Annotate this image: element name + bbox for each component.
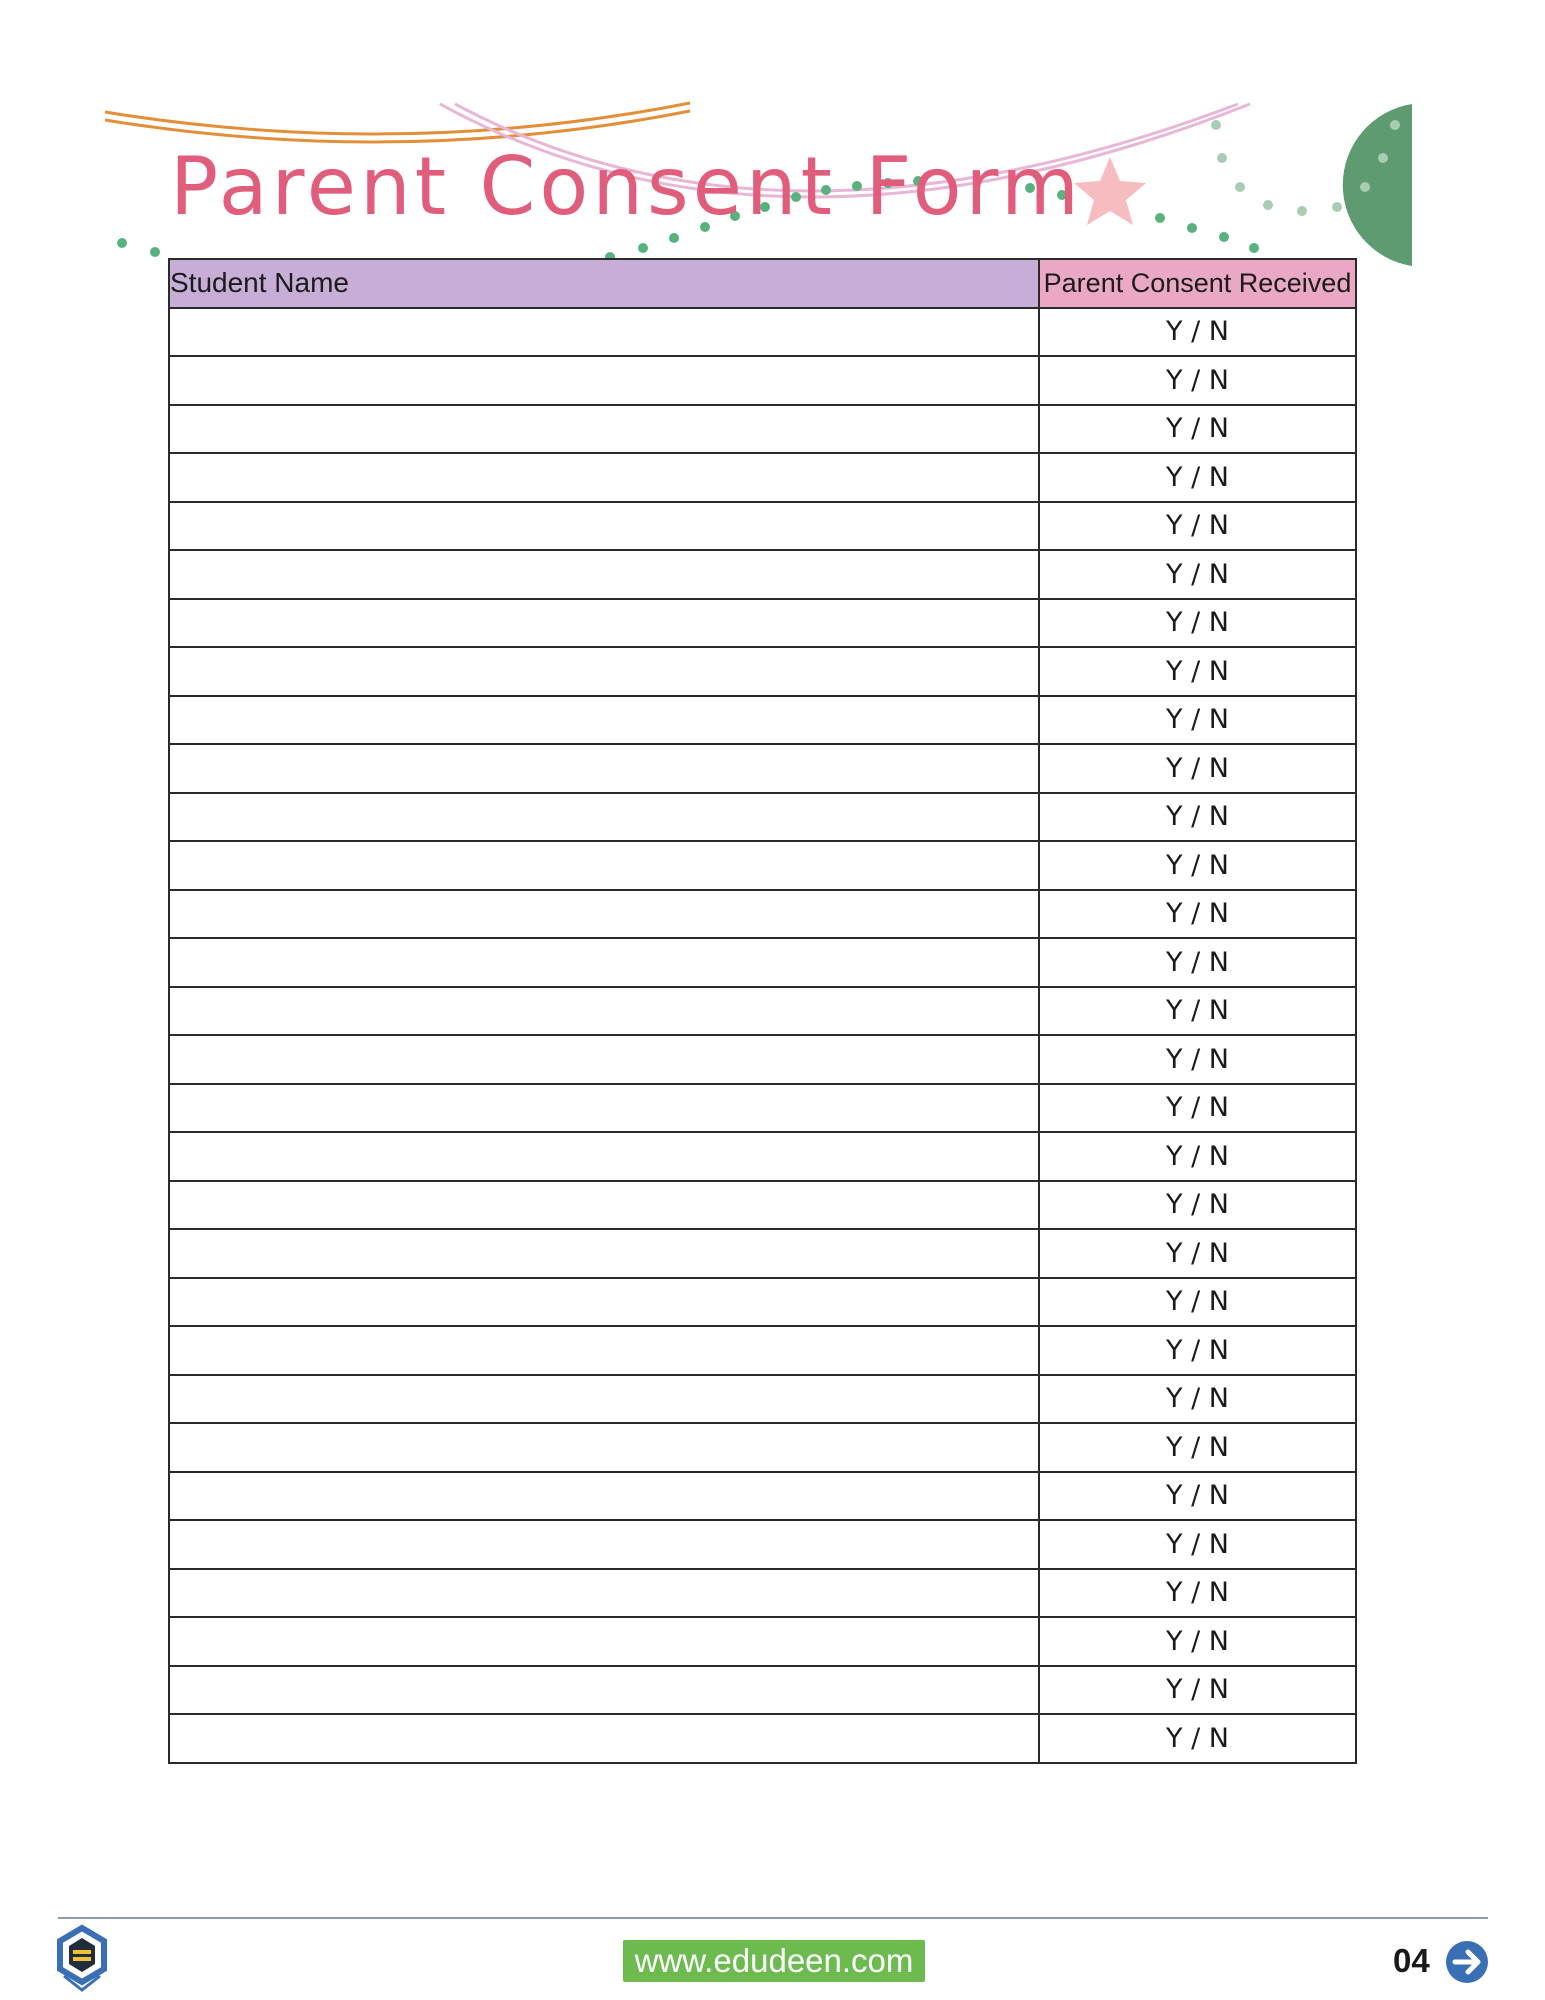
student-name-cell[interactable]: [169, 1714, 1039, 1763]
student-name-cell[interactable]: [169, 405, 1039, 454]
student-name-cell[interactable]: [169, 1472, 1039, 1521]
table-row: [169, 550, 1356, 599]
consent-cell[interactable]: Y / N: [1039, 1617, 1356, 1666]
table-row: [169, 1520, 1356, 1569]
consent-cell[interactable]: Y / N: [1039, 1569, 1356, 1618]
consent-cell[interactable]: Y / N: [1039, 405, 1356, 454]
student-name-cell[interactable]: [169, 453, 1039, 502]
consent-cell[interactable]: Y / N: [1039, 599, 1356, 648]
student-name-cell[interactable]: [169, 1084, 1039, 1133]
student-name-cell[interactable]: [169, 1278, 1039, 1327]
consent-cell[interactable]: Y / N: [1039, 308, 1356, 357]
student-name-cell[interactable]: [169, 550, 1039, 599]
website-link[interactable]: www.edudeen.com: [623, 1940, 925, 1982]
table-header-row: [169, 259, 1356, 308]
student-name-cell[interactable]: [169, 1423, 1039, 1472]
consent-cell[interactable]: Y / N: [1039, 1666, 1356, 1715]
student-name-cell[interactable]: [169, 1569, 1039, 1618]
student-name-cell[interactable]: [169, 1666, 1039, 1715]
consent-cell[interactable]: Y / N: [1039, 647, 1356, 696]
consent-cell[interactable]: Y / N: [1039, 550, 1356, 599]
consent-cell[interactable]: Y / N: [1039, 938, 1356, 987]
consent-cell[interactable]: Y / N: [1039, 1423, 1356, 1472]
table-row: [169, 502, 1356, 551]
green-half-circle: [1343, 104, 1412, 266]
student-name-cell[interactable]: [169, 987, 1039, 1036]
consent-cell[interactable]: Y / N: [1039, 841, 1356, 890]
consent-cell[interactable]: Y / N: [1039, 1229, 1356, 1278]
table-row: [169, 599, 1356, 648]
table-row: [169, 1084, 1356, 1133]
table-row: [169, 696, 1356, 745]
consent-cell[interactable]: Y / N: [1039, 502, 1356, 551]
table-row: [169, 890, 1356, 939]
page-number: 04: [1393, 1942, 1430, 1979]
table-row: [169, 1229, 1356, 1278]
student-name-cell[interactable]: [169, 890, 1039, 939]
table-row: [169, 744, 1356, 793]
table-row: [169, 1035, 1356, 1084]
table-row: [169, 1132, 1356, 1181]
consent-cell[interactable]: Y / N: [1039, 1278, 1356, 1327]
consent-cell[interactable]: Y / N: [1039, 1472, 1356, 1521]
student-name-cell[interactable]: [169, 1181, 1039, 1230]
student-name-cell[interactable]: [169, 1375, 1039, 1424]
student-name-cell[interactable]: [169, 841, 1039, 890]
footer-divider: [58, 1917, 1488, 1919]
consent-cell[interactable]: Y / N: [1039, 1326, 1356, 1375]
student-name-cell[interactable]: [169, 938, 1039, 987]
student-name-cell[interactable]: [169, 696, 1039, 745]
orange-arc: [105, 111, 690, 142]
consent-cell[interactable]: Y / N: [1039, 987, 1356, 1036]
table-row: [169, 1278, 1356, 1327]
consent-cell[interactable]: Y / N: [1039, 1520, 1356, 1569]
consent-cell[interactable]: Y / N: [1039, 744, 1356, 793]
consent-table: [168, 258, 1357, 1764]
student-name-cell[interactable]: [169, 1132, 1039, 1181]
student-name-cell[interactable]: [169, 1326, 1039, 1375]
table-row: [169, 356, 1356, 405]
student-name-cell[interactable]: [169, 1035, 1039, 1084]
column-header-student-name: Student Name: [169, 259, 1039, 308]
table-row: [169, 308, 1356, 357]
table-row: [169, 647, 1356, 696]
student-name-cell[interactable]: [169, 1617, 1039, 1666]
light-dotted-trail: [1211, 120, 1307, 216]
consent-cell[interactable]: Y / N: [1039, 1035, 1356, 1084]
consent-cell[interactable]: Y / N: [1039, 793, 1356, 842]
orange-arc: [105, 103, 690, 134]
student-name-cell[interactable]: [169, 1229, 1039, 1278]
arrow-right-circle-icon[interactable]: [1444, 1939, 1490, 1985]
table-row: [169, 1375, 1356, 1424]
table-row: [169, 1181, 1356, 1230]
edudeen-logo-icon: [54, 1924, 110, 1992]
table-row: [169, 453, 1356, 502]
table-row: [169, 1569, 1356, 1618]
column-header-consent: Parent Consent Received: [1039, 259, 1356, 308]
table-row: [169, 1666, 1356, 1715]
student-name-cell[interactable]: [169, 744, 1039, 793]
table-row: [169, 1326, 1356, 1375]
consent-cell[interactable]: Y / N: [1039, 1132, 1356, 1181]
consent-cell[interactable]: Y / N: [1039, 1181, 1356, 1230]
student-name-cell[interactable]: [169, 599, 1039, 648]
consent-cell[interactable]: Y / N: [1039, 890, 1356, 939]
student-name-cell[interactable]: [169, 793, 1039, 842]
table-row: [169, 793, 1356, 842]
consent-cell[interactable]: Y / N: [1039, 453, 1356, 502]
table-row: [169, 1714, 1356, 1763]
star-icon: [1074, 157, 1146, 225]
student-name-cell[interactable]: [169, 647, 1039, 696]
table-row: [169, 405, 1356, 454]
consent-cell[interactable]: Y / N: [1039, 356, 1356, 405]
student-name-cell[interactable]: [169, 308, 1039, 357]
table-row: [169, 841, 1356, 890]
consent-cell[interactable]: Y / N: [1039, 1375, 1356, 1424]
table-row: [169, 1423, 1356, 1472]
table-row: [169, 1472, 1356, 1521]
consent-cell[interactable]: Y / N: [1039, 1084, 1356, 1133]
page-title: Parent Consent Form: [170, 140, 1083, 233]
student-name-cell[interactable]: [169, 502, 1039, 551]
consent-cell[interactable]: Y / N: [1039, 696, 1356, 745]
table-row: [169, 987, 1356, 1036]
table-row: [169, 1617, 1356, 1666]
table-row: [169, 938, 1356, 987]
student-name-cell[interactable]: [169, 356, 1039, 405]
student-name-cell[interactable]: [169, 1520, 1039, 1569]
consent-cell[interactable]: Y / N: [1039, 1714, 1356, 1763]
